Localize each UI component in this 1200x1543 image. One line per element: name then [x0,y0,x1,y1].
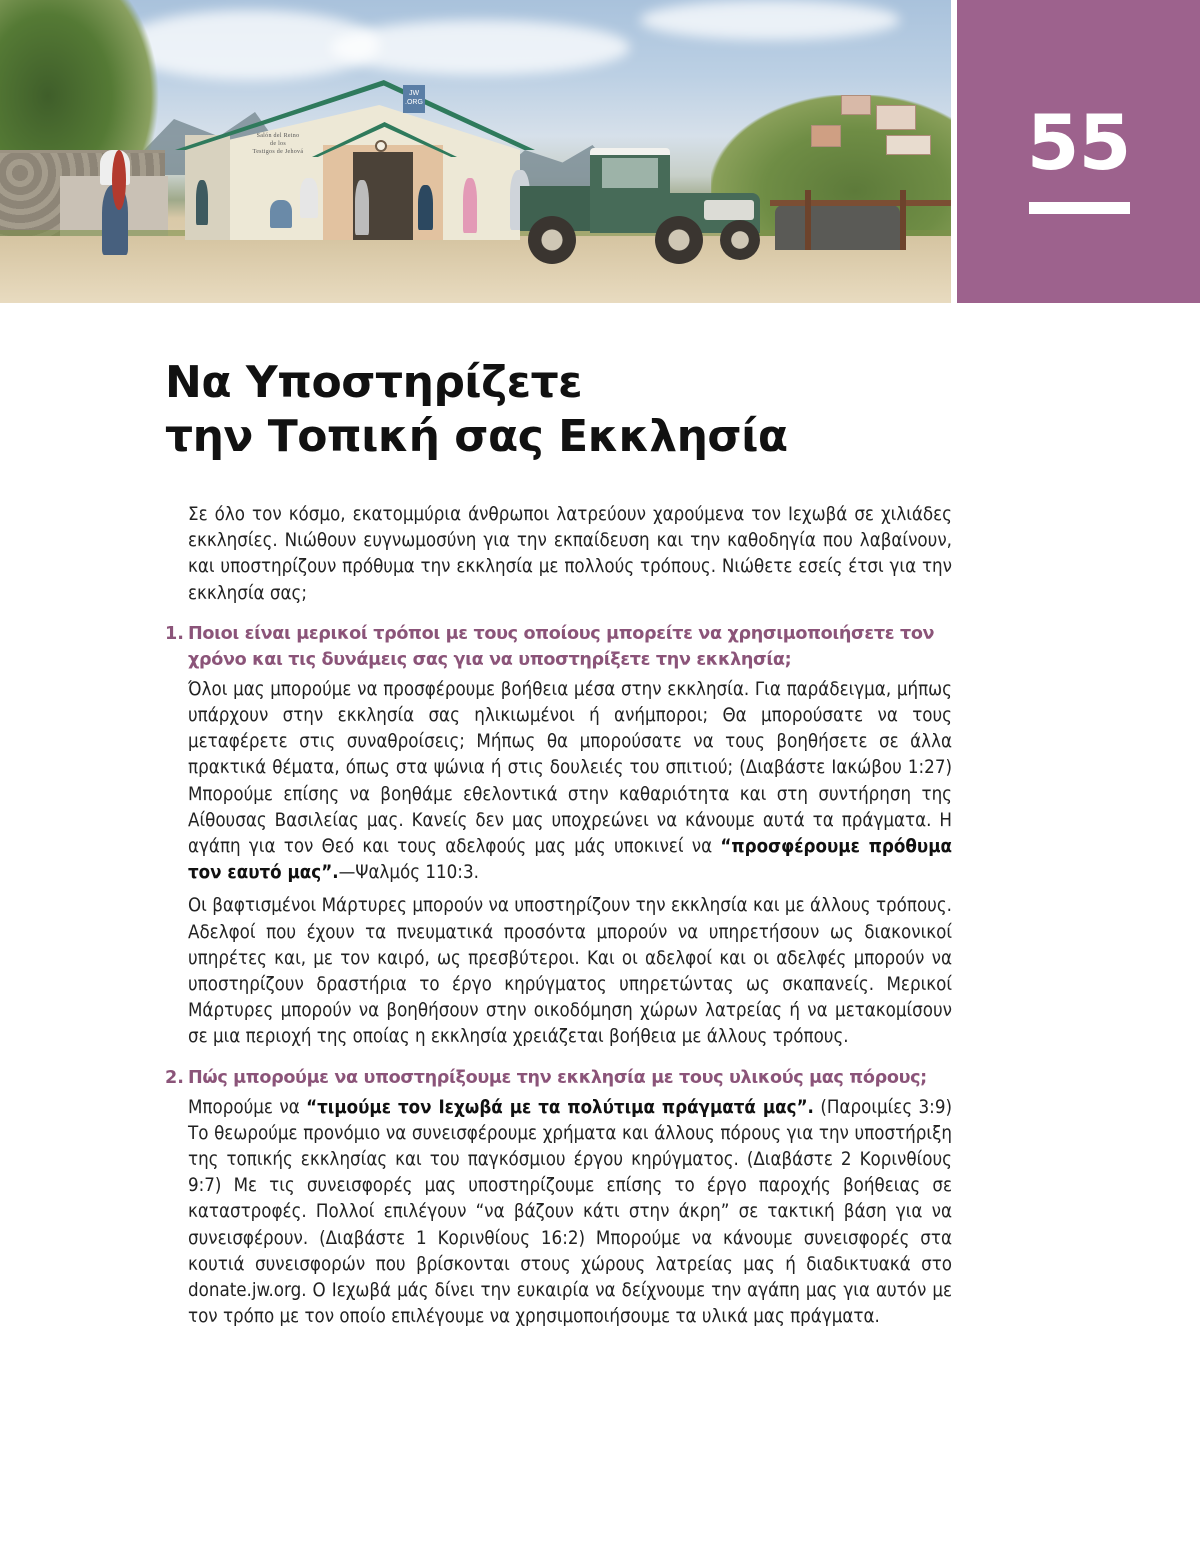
bold-scripture-quote: “προσφέρουμε πρόθυμα τον εαυτό μας”. [188,836,952,884]
wheel [655,216,703,264]
jw-org-logo: JW .ORG [403,85,425,113]
fence-post [900,190,906,250]
cloud [640,0,900,40]
page-title-line-2: την Τοπική σας Εκκλησία [165,411,788,462]
girl-carrying-box [463,178,477,233]
lesson-content [165,502,952,1330]
question-number: 1. [165,623,184,644]
question-number: 2. [165,1067,184,1088]
wheel [528,216,576,264]
wooden-fence [770,200,951,206]
wheel [720,220,760,260]
cloud [330,20,630,75]
hall-name-sign: Salón del Reino de los Testigos de Jehová [252,133,304,155]
person-with-bucket [418,185,433,230]
clock-icon [375,140,387,152]
hero-photo [0,0,951,303]
intro-paragraph: Σε όλο τον κόσμο, εκατομμύρια άνθρωποι λατρεύουν χαρούμενα τον Ιεχωβά σε χιλιάδες εκκλησίες. Νιώθουν ευγνωμοσύνη για την εκπαίδευση και την καθοδηγία που λαβαίνουν, και υποστηρίζουν πρόθυμα την εκκλησία με πολλούς τρόπους. Νιώθετε εσείς έτσι για την εκκλησία σας; [188,504,952,604]
section-1-paragraph-1: Όλοι μας μπορούμε να προσφέρουμε βοήθεια μέσα στην εκκλησία. Για παράδειγμα, μήπως υπάρχουν στην εκκλησία σας ηλικιωμένοι ή ανήμποροι; Θα μπορούσατε να τους μεταφέρετε στις συναθροίσεις; Μήπως θα μπορούσατε να τους βοηθήσετε σε άλλα πρακτικά θέματα, όπως στα ψώνια ή στις δουλειές του σπιτιού; (Διαβάστε Ιακώβου 1:27) Μπορούμε επίσης να βοηθάμε εθελοντικά στην καθαριότητα και στη συντήρηση της Αίθουσας Βασιλείας μας. Κανείς δεν μας υποχρεώνει να κάνουμε αυτά τα πράγματα. Η αγάπη για τον Θεό και τους αδελφούς μας μάς υποκινεί να “προσφέρουμε πρόθυμα τον εαυτό μας”.—Ψαλμός 110:3. [188,678,952,884]
bold-scripture-quote: “τιμούμε τον Ιεχωβά με τα πολύτιμα πράγματά μας”. [306,1096,814,1118]
chapter-number: 55 [1026,98,1131,187]
green-pickup-truck [520,148,770,263]
question-text: Ποιοι είναι μερικοί τρόποι με τους οποίους μπορείτε να χρησιμοποιήσετε τον χρόνο και τις δυνάμεις σας για να υποστηρίξετε την εκκλησία; [188,623,935,670]
chapter-underline [1029,202,1130,214]
fence-post [805,190,811,250]
hillside-houses [791,95,941,165]
question-2 [165,1065,952,1091]
question-text: Πώς μπορούμε να υποστηρίξουμε την εκκλησία με τους υλικούς μας πόρους; [188,1067,927,1088]
red-hose [112,150,126,210]
section-1-paragraph-2: Οι βαφτισμένοι Μάρτυρες μπορούν να υποστηρίζουν την εκκλησία και με άλλους τρόπους. Αδελφοί που έχουν τα πνευματικά προσόντα μπορούν να υπηρετήσουν ως διακονικοί υπηρέτες και, με τον καιρό, ως πρεσβύτεροι. Και οι αδελφοί και οι αδελφές μπορούν να υποστηρίζουν δραστήρια το έργο κηρύγματος υπηρετώντας ως σκαπανείς. Μερικοί Μάρτυρες μπορούν να βοηθήσουν στην οικοδόμηση χώρων λατρείας ή να μετακομίσουν σε μια περιοχή της οποίας η εκκλησία χρειάζεται βοήθεια με άλλους τρόπους. [188,895,952,1048]
person-painting [196,180,208,225]
person-gardening [270,200,292,228]
page-title [165,356,865,464]
person-mopping [355,180,369,235]
section-2-paragraph-1: Μπορούμε να “τιμούμε τον Ιεχωβά με τα πολύτιμα πράγματά μας”. (Παροιμίες 3:9) Το θεωρούμε προνόμιο να συνεισφέρουμε χρήματα και άλλους πόρους για την υποστήριξη της τοπικής εκκλησίας και του παγκόσμιου έργου κηρύγματος. (Διαβάστε 2 Κορινθίους 9:7) Με τις συνεισφορές μας υποστηρίζουμε επίσης το έργο παροχής βοήθειας σε καταστροφές. Πολλοί επιλέγουν “να βάζουν κάτι στην άκρη” σε τακτική βάση για να συνεισφέρουν. (Διαβάστε 1 Κορινθίους 16:2) Μπορούμε να κάνουμε συνεισφορές στα κουτιά συνεισφορών που βρίσκονται στους χώρους λατρείας μας ή διαδικτυακά στο donate.jw.org. Ο Ιεχωβά μάς δίνει την ευκαιρία να δείχνουμε την αγάπη μας για αυτόν με τον τρόπο με τον οποίο επιλέγουμε να χρησιμοποιήσουμε τα υλικά μας πράγματα. [188,1096,952,1328]
person-gardening [300,178,318,218]
chapter-number-block [957,0,1200,303]
question-1 [165,621,952,673]
page-title-line-1: Να Υποστηρίζετε [165,357,583,408]
rock-wall [775,205,900,250]
